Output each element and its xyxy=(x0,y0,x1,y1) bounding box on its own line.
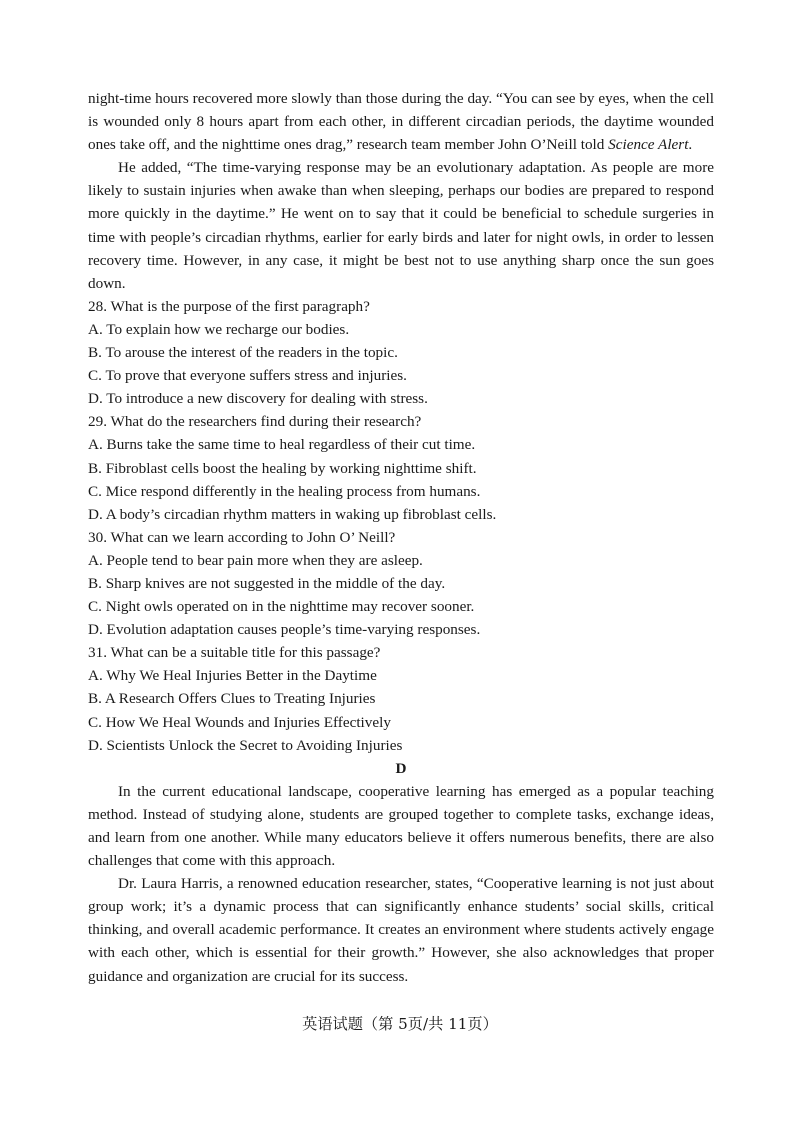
option-d: D. Evolution adaptation causes people’s time-varying responses. xyxy=(88,621,481,639)
passage-d-paragraph-1: In the current educational landscape, cooperative learning has emerged as a popular teaching method. Instead of studying alone, students are grouped together to complete tasks, exchange ideas, and learn from one another. While many educators believe it offers numerous benefits, there are also challenges that come with this approach. xyxy=(88,782,714,870)
source-name: Science Alert xyxy=(608,136,689,154)
question-stem: 31. What can be a suitable title for this passage? xyxy=(88,644,381,662)
option-a: A. Burns take the same time to heal regardless of their cut time. xyxy=(88,436,476,454)
question-28 xyxy=(88,295,714,410)
passage-c-paragraph: He added, “The time-varying response may be an evolutionary adaptation. As people are more likely to sustain injuries when awake than when sleeping, perhaps our bodies are prepared to respond more quickly in the daytime.” He went on to say that it could be beneficial to schedule surgeries in time with people’s circadian rhythms, earlier for early birds and later for night owls, in order to lessen recovery time. However, in any case, it might be best not to use anything sharp once the sun goes down. xyxy=(88,159,714,292)
sentence-end: . xyxy=(688,136,693,154)
option-d: D. A body’s circadian rhythm matters in waking up fibroblast cells. xyxy=(88,505,497,523)
question-stem: 28. What is the purpose of the first paragraph? xyxy=(88,297,370,315)
question-stem: 29. What do the researchers find during their research? xyxy=(88,413,422,431)
option-d: D. To introduce a new discovery for dealing with stress. xyxy=(88,390,428,408)
option-b: B. Sharp knives are not suggested in the middle of the day. xyxy=(88,574,446,592)
option-d: D. Scientists Unlock the Secret to Avoiding Injuries xyxy=(88,736,403,754)
option-a: A. To explain how we recharge our bodies. xyxy=(88,320,350,338)
passage-c-paragraph-continued xyxy=(88,87,714,156)
option-b: B. To arouse the interest of the readers in the topic. xyxy=(88,344,398,362)
page-footer: 英语试题（第 5页/共 11页） xyxy=(302,1015,498,1033)
question-30 xyxy=(88,526,714,641)
option-a: A. Why We Heal Injuries Better in the Daytime xyxy=(88,667,377,685)
passage-c-paragraph-text: night-time hours recovered more slowly than those during the day. “You can see by eyes, when the cell is wounded only 8 hours apart from each other, in different circadian periods, the daytime wounded ones take off, and the nighttime ones drag,” research team member John O’Neill told xyxy=(88,90,714,154)
option-c: C. Mice respond differently in the healing process from humans. xyxy=(88,482,481,500)
option-b: B. Fibroblast cells boost the healing by working nighttime shift. xyxy=(88,459,477,477)
passage-d-paragraph-2: Dr. Laura Harris, a renowned education researcher, states, “Cooperative learning is not just about group work; it’s a dynamic process that can significantly enhance students’ social skills, critical thinking, and overall academic performance. It creates an environment where students actively engage with each other, which is essential for their growth.” However, she also acknowledges that proper guidance and organization are crucial for its success. xyxy=(88,875,714,985)
option-c: C. Night owls operated on in the nighttime may recover sooner. xyxy=(88,598,475,616)
section-heading: D xyxy=(395,759,407,777)
question-31 xyxy=(88,641,714,756)
question-29 xyxy=(88,410,714,525)
option-c: C. How We Heal Wounds and Injuries Effectively xyxy=(88,713,391,731)
question-stem: 30. What can we learn according to John O’ Neill? xyxy=(88,528,396,546)
option-a: A. People tend to bear pain more when they are asleep. xyxy=(88,551,423,569)
page-content xyxy=(88,87,714,988)
option-c: C. To prove that everyone suffers stress and injuries. xyxy=(88,367,407,385)
option-b: B. A Research Offers Clues to Treating Injuries xyxy=(88,690,376,708)
